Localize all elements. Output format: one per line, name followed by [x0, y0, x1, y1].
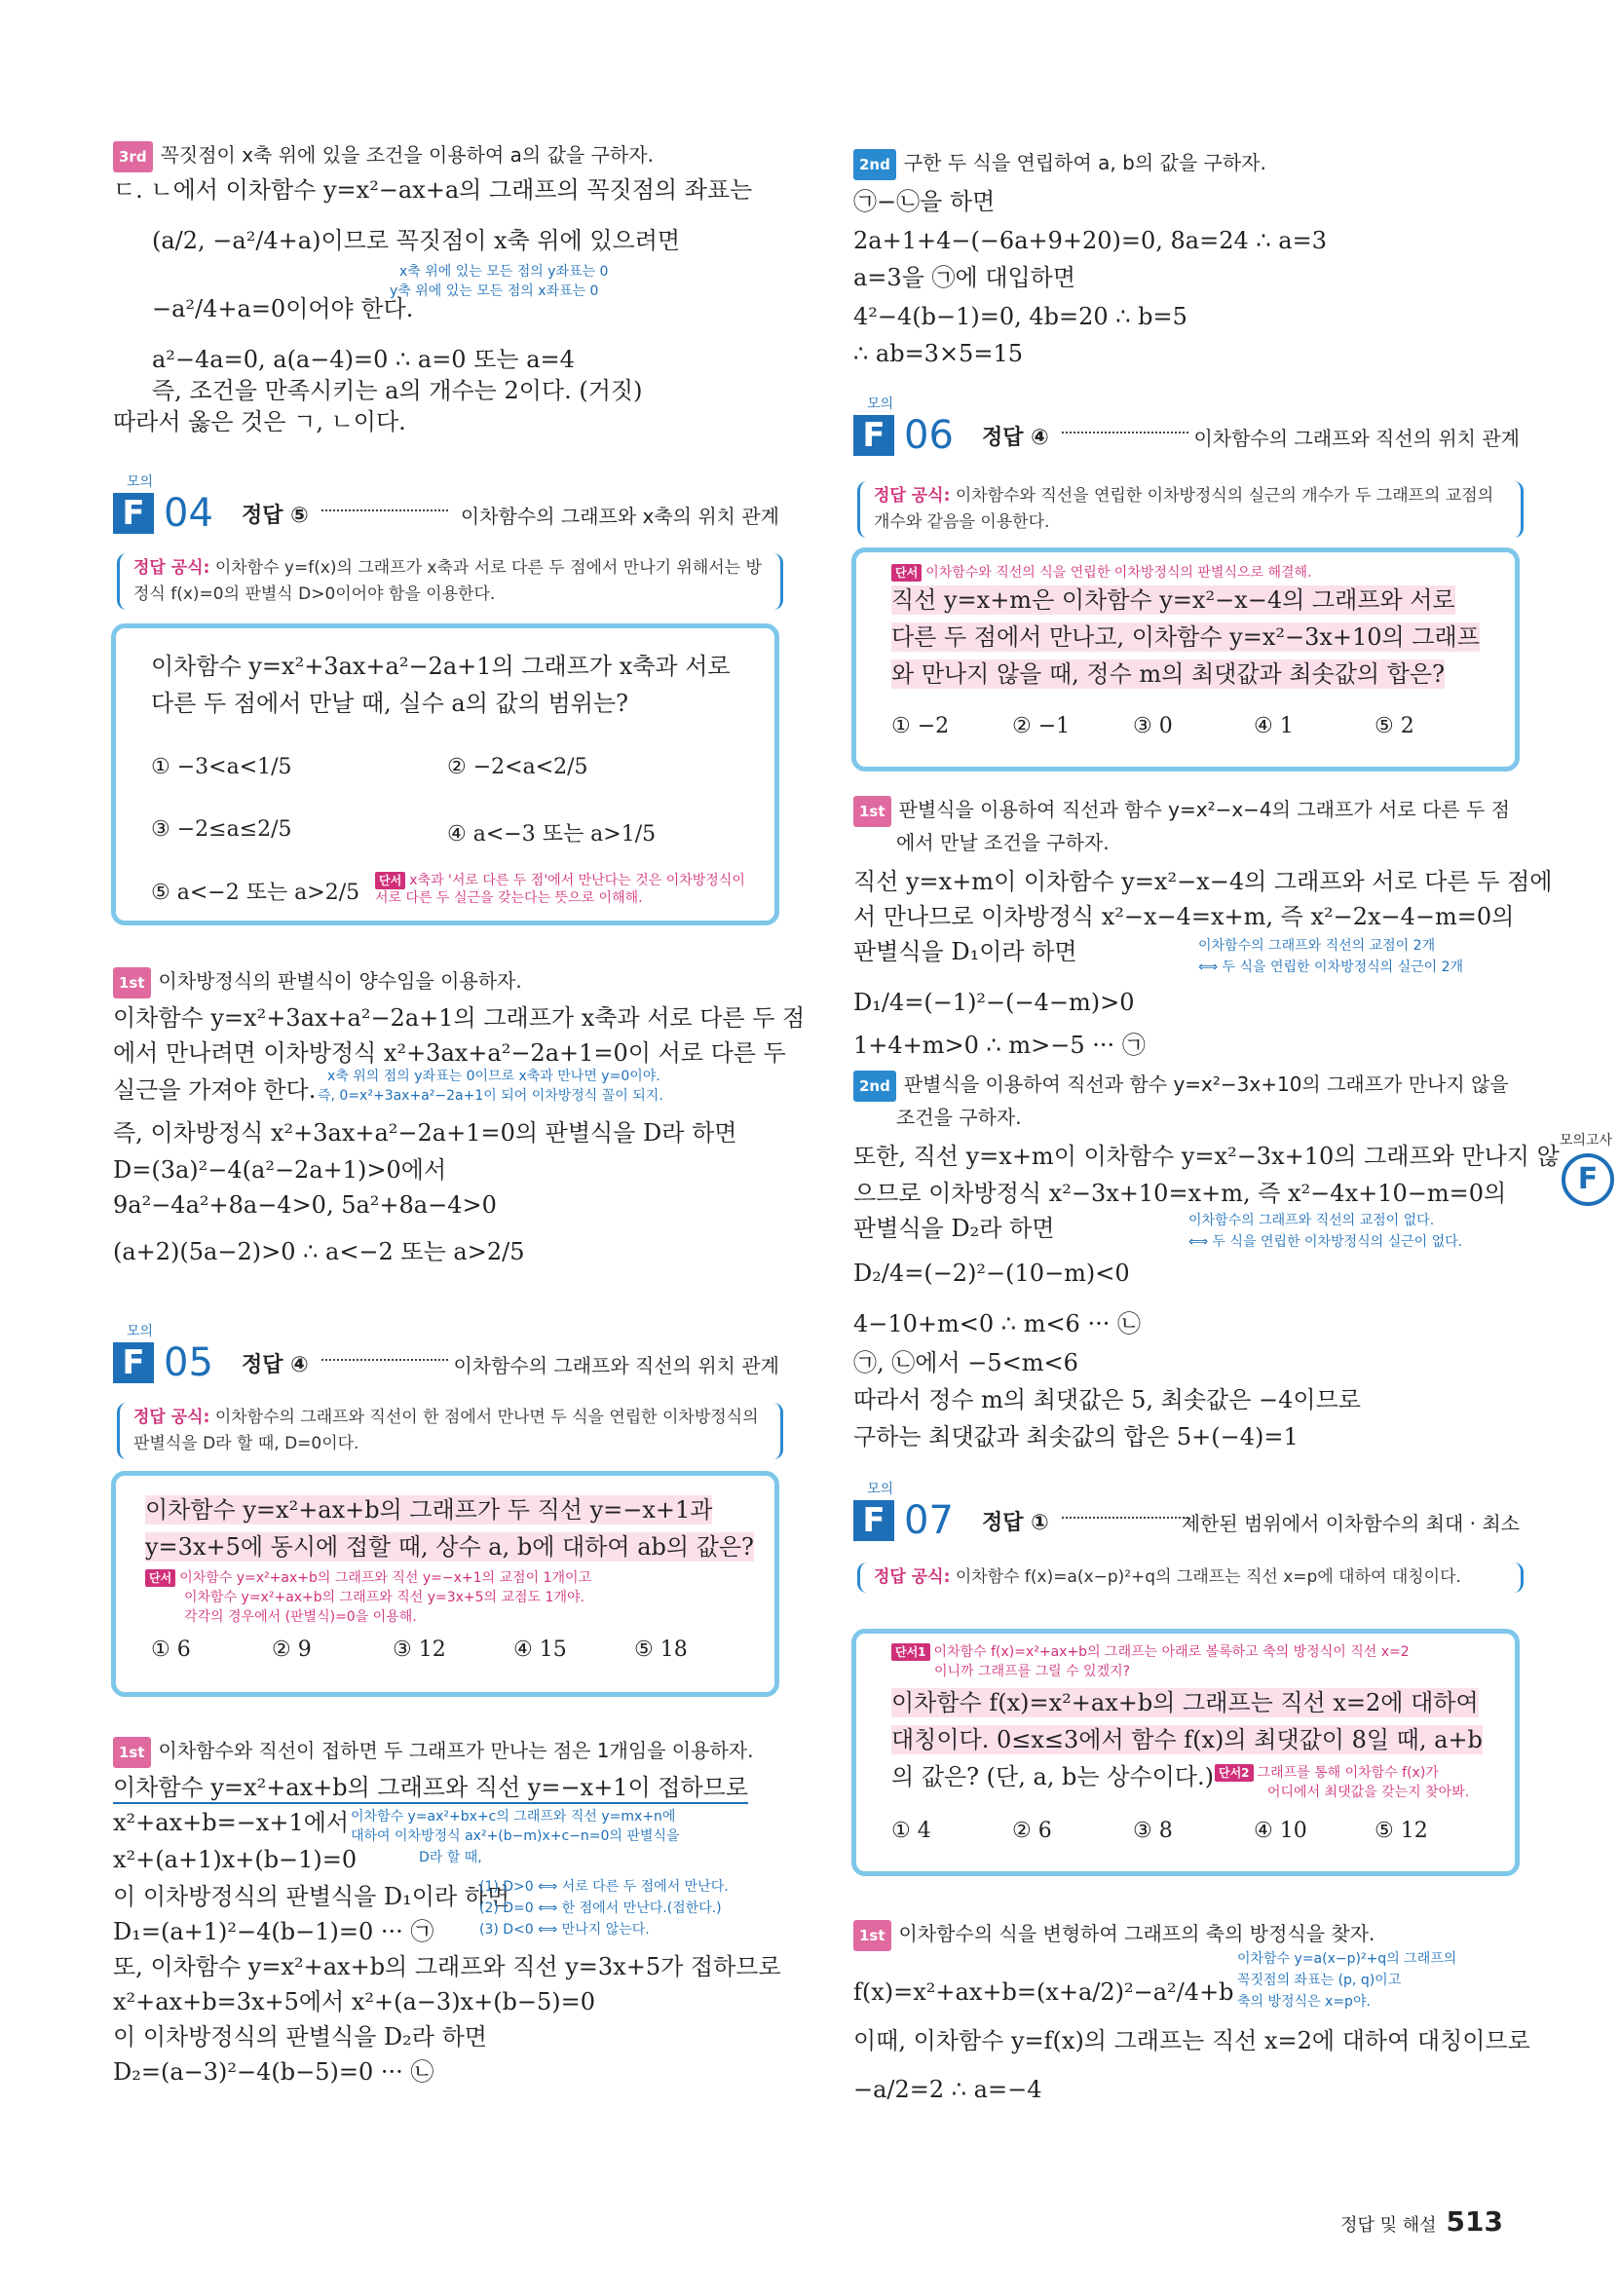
step1-title: 1st 이차함수의 식을 변형하여 그래프의 축의 방정식을 찾자.	[853, 1919, 1375, 1951]
question-line: y=3x+5에 동시에 접할 때, 상수 a, b에 대하여 ab의 값은?	[145, 1533, 754, 1561]
note: 이차함수의 그래프와 직선의 교점이 없다.	[1188, 1213, 1435, 1228]
text-line: 4²−4(b−1)=0, 4b=20 ∴ b=5	[853, 303, 1187, 330]
choice-3[interactable]: ③ 12	[393, 1637, 446, 1662]
text-line: 2a+1+4−(−6a+9+20)=0, 8a=24 ∴ a=3	[853, 227, 1327, 254]
text-line: 직선 y=x+m이 이차함수 y=x²−x−4의 그래프와 서로 다른 두 점에	[853, 868, 1553, 895]
text-line: ㄷ. ㄴ에서 이차함수 y=x²−ax+a의 그래프의 꼭짓점의 좌표는	[113, 176, 753, 204]
text-line: 판별식을 D₂라 하면	[853, 1215, 1055, 1242]
note: 이차함수 y=a(x−p)²+q의 그래프의	[1237, 1951, 1457, 1967]
problem-05-header: 모의 F 05 정답 ④ 이차함수의 그래프와 직선의 위치 관계	[113, 1342, 779, 1387]
choice-5[interactable]: ⑤ a<−2 또는 a>2/5	[151, 881, 360, 905]
text-line: D₂/4=(−2)²−(10−m)<0	[853, 1260, 1130, 1287]
note: ⟺ 두 식을 연립한 이차방정식의 실근이 2개	[1198, 960, 1464, 975]
formula-box: 정답 공식: 이차함수 y=f(x)의 그래프가 x축과 서로 다른 두 점에서 만나기 위해서는 방정식 f(x)=0의 판별식 D>0이어야 함을 이용한다.	[117, 553, 783, 610]
hint-note: 이차함수 y=x²+ax+b의 그래프와 직선 y=3x+5의 교점도 1개야.	[184, 1590, 584, 1605]
question-line: 다른 두 점에서 만날 때, 실수 a의 값의 범위는?	[151, 690, 628, 717]
choice-5[interactable]: ⑤ 18	[634, 1637, 688, 1662]
question-line: 의 값은? (단, a, b는 상수이다.)	[891, 1763, 1214, 1790]
text-line: f(x)=x²+ax+b=(x+a/2)²−a²/4+b	[853, 1978, 1234, 2006]
hint-note: 단서 이차함수와 직선의 식을 연립한 이차방정식의 판별식으로 해결해.	[891, 564, 1312, 582]
text-line: 즉, 조건을 만족시키는 a의 개수는 2이다. (거짓)	[152, 377, 643, 404]
text-line: −a²/4+a=0이어야 한다.	[152, 295, 414, 322]
text-line: 이 이차방정식의 판별식을 D₁이라 하면	[113, 1883, 510, 1910]
step-title-cont: 조건을 구하자.	[896, 1106, 1022, 1129]
question-line: 대칭이다. 0≤x≤3에서 함수 f(x)의 최댓값이 8일 때, a+b	[891, 1726, 1483, 1753]
note: 꼭짓점의 좌표는 (p, q)이고	[1237, 1973, 1402, 1988]
sidebar-f-badge: F	[1562, 1153, 1614, 1206]
note: (3) D<0 ⟺ 만나지 않는다.	[479, 1922, 650, 1938]
choice-2[interactable]: ② −1	[1012, 714, 1071, 738]
step1-title: 1st 판별식을 이용하여 직선과 함수 y=x²−x−4의 그래프가 서로 다른 두 점	[853, 795, 1510, 827]
note: x축 위의 점의 y좌표는 0이므로 x축과 만나면 y=0이야.	[327, 1069, 660, 1084]
text-line: 으므로 이차방정식 x²−3x+10=x+m, 즉 x²−4x+10−m=0의	[853, 1180, 1507, 1207]
choice-1[interactable]: ① 4	[891, 1819, 931, 1843]
formula-box: 정답 공식: 이차함수의 그래프와 직선이 한 점에서 만나면 두 식을 연립한 이차방정식의 판별식을 D라 할 때, D=0이다.	[117, 1403, 783, 1459]
hint-note: 단서2 그래프를 통해 이차함수 f(x)가	[1215, 1764, 1439, 1782]
text-line: 이차함수 y=x²+3ax+a²−2a+1의 그래프가 x축과 서로 다른 두 점	[113, 1004, 806, 1032]
formula-box: 정답 공식: 이차함수 f(x)=a(x−p)²+q의 그래프는 직선 x=p에 대하여 대칭이다.	[857, 1562, 1524, 1593]
choice-5[interactable]: ⑤ 2	[1375, 714, 1414, 738]
text-line: 즉, 이차방정식 x²+3ax+a²−2a+1=0의 판별식을 D라 하면	[113, 1119, 737, 1147]
answer-label: 정답 ⑤	[242, 504, 309, 528]
choice-4[interactable]: ④ 15	[513, 1637, 567, 1662]
text-line: (a+2)(5a−2)>0 ∴ a<−2 또는 a>2/5	[113, 1238, 525, 1265]
text-line: 에서 만나려면 이차방정식 x²+3ax+a²−2a+1=0이 서로 다른 두	[113, 1039, 786, 1067]
text-line: 1+4+m>0 ∴ m>−5 ··· ㉠	[853, 1032, 1146, 1059]
note: y축 위에 있는 모든 점의 x좌표는 0	[390, 283, 599, 299]
text-line: 이 이차방정식의 판별식을 D₂라 하면	[113, 2023, 487, 2051]
hint-note: 이니까 그래프를 그릴 수 있겠지?	[934, 1664, 1131, 1679]
choice-3[interactable]: ③ −2≤a≤2/5	[151, 817, 292, 842]
hint-note: 단서 x축과 '서로 다른 두 점'에서 만난다는 것은 이차방정식이 서로 다른 두 실근을 갖는다는 뜻으로 이해해.	[375, 873, 745, 906]
text-line: D₁=(a+1)²−4(b−1)=0 ··· ㉠	[113, 1918, 434, 1945]
choice-1[interactable]: ① −3<a<1/5	[151, 755, 292, 779]
sidebar-label: 모의고사	[1559, 1133, 1612, 1148]
footer-label: 정답 및 해설	[1340, 2215, 1437, 2236]
note: 축의 방정식은 x=p야.	[1237, 1994, 1371, 2010]
note: x축 위에 있는 모든 점의 y좌표는 0	[399, 264, 609, 280]
problem-04-box	[111, 623, 779, 925]
question-line: 이차함수 y=x²+ax+b의 그래프가 두 직선 y=−x+1과	[145, 1496, 713, 1524]
text-line: 이때, 이차함수 y=f(x)의 그래프는 직선 x=2에 대하여 대칭이므로	[853, 2027, 1530, 2054]
problem-05-box	[111, 1471, 779, 1697]
question-line: 이차함수 y=x²+3ax+a²−2a+1의 그래프가 x축과 서로	[151, 653, 731, 680]
note: (2) D=0 ⟺ 한 점에서 만난다.(접한다.)	[479, 1901, 722, 1916]
question-line: 이차함수 f(x)=x²+ax+b의 그래프는 직선 x=2에 대하여	[891, 1689, 1479, 1716]
text-line: 이차함수 y=x²+ax+b의 그래프와 직선 y=−x+1이 접하므로	[113, 1773, 748, 1804]
hint-note: 각각의 경우에서 (판별식)=0을 이용해.	[184, 1609, 417, 1625]
f-badge: F	[113, 493, 154, 534]
text-line: 4−10+m<0 ∴ m<6 ··· ㉡	[853, 1310, 1141, 1337]
note: 이차함수 y=ax²+bx+c의 그래프와 직선 y=mx+n에	[351, 1809, 676, 1825]
page-footer	[1340, 2205, 1503, 2238]
text-line: 서 만나므로 이차방정식 x²−x−4=x+m, 즉 x²−2x−4−m=0의	[853, 903, 1515, 930]
step1-title: 1st 이차함수와 직선이 접하면 두 그래프가 만나는 점은 1개임을 이용하자.	[113, 1736, 753, 1768]
text-line: 판별식을 D₁이라 하면	[853, 938, 1077, 965]
choice-4[interactable]: ④ a<−3 또는 a>1/5	[447, 822, 657, 847]
text-line: 9a²−4a²+8a−4>0, 5a²+8a−4>0	[113, 1191, 497, 1219]
note: 즉, 0=x²+3ax+a²−2a+1이 되어 이차방정식 꼴이 되지.	[318, 1088, 663, 1104]
problem-04-header: 모의 F 04 정답 ⑤ 이차함수의 그래프와 x축의 위치 관계	[113, 493, 779, 538]
text-line: D₁/4=(−1)²−(−4−m)>0	[853, 989, 1135, 1016]
formula-box: 정답 공식: 이차함수와 직선을 연립한 이차방정식의 실근의 개수가 두 그래프의 교점의 개수와 같음을 이용한다.	[857, 481, 1524, 538]
text-line: x²+(a+1)x+(b−1)=0	[113, 1846, 358, 1873]
problem-06-header: 모의 F 06 정답 ④ 이차함수의 그래프와 직선의 위치 관계	[853, 415, 1520, 460]
step3-title: 3rd 꼭짓점이 x축 위에 있을 조건을 이용하여 a의 값을 구하자.	[113, 140, 654, 172]
note: (1) D>0 ⟺ 서로 다른 두 점에서 만난다.	[479, 1879, 729, 1895]
step-title-cont: 에서 만날 조건을 구하자.	[896, 831, 1110, 854]
choice-5[interactable]: ⑤ 12	[1375, 1819, 1428, 1843]
text-line: a²−4a=0, a(a−4)=0 ∴ a=0 또는 a=4	[152, 346, 575, 373]
step2-title: 2nd 판별식을 이용하여 직선과 함수 y=x²−3x+10의 그래프가 만나지 않을	[853, 1070, 1509, 1102]
question-line: 다른 두 점에서 만나고, 이차함수 y=x²−3x+10의 그래프	[891, 623, 1480, 651]
choice-3[interactable]: ③ 8	[1133, 1819, 1173, 1843]
step1-title: 1st 이차방정식의 판별식이 양수임을 이용하자.	[113, 966, 522, 998]
text-line: 구하는 최댓값과 최솟값의 합은 5+(−4)=1	[853, 1423, 1299, 1450]
problem-07-header: 모의 F 07 정답 ① 제한된 범위에서 이차함수의 최대 · 최소	[853, 1500, 1520, 1545]
hint-note: 단서 이차함수 y=x²+ax+b의 그래프와 직선 y=−x+1의 교점이 1개이고	[145, 1569, 591, 1587]
text-line: 실근을 가져야 한다.	[113, 1076, 317, 1104]
text-line: 또, 이차함수 y=x²+ax+b의 그래프와 직선 y=3x+5가 접하므로	[113, 1953, 781, 1980]
choice-2[interactable]: ② 6	[1012, 1819, 1052, 1843]
hint-note: 어디에서 최댓값을 갖는지 찾아봐.	[1267, 1785, 1470, 1800]
step-tag: 3rd	[113, 141, 153, 172]
choice-2[interactable]: ② −2<a<2/5	[447, 755, 588, 779]
question-line: 와 만나지 않을 때, 정수 m의 최댓값과 최솟값의 합은?	[891, 660, 1445, 688]
text-line: (a/2, −a²/4+a)이므로 꼭짓점이 x축 위에 있으려면	[152, 227, 681, 254]
choice-1[interactable]: ① −2	[891, 714, 950, 738]
problem-number: 04	[164, 491, 213, 536]
problem-07-box	[851, 1629, 1520, 1876]
question-line: 직선 y=x+m은 이차함수 y=x²−x−4의 그래프와 서로	[891, 586, 1455, 614]
choice-2[interactable]: ② 9	[272, 1637, 312, 1662]
note: 대하여 이차방정식 ax²+(b−m)x+c−n=0의 판별식을	[351, 1828, 680, 1844]
text-line: D=(3a)²−4(a²−2a+1)>0에서	[113, 1156, 447, 1184]
choice-1[interactable]: ① 6	[151, 1637, 191, 1662]
note: 이차함수의 그래프와 직선의 교점이 2개	[1198, 938, 1436, 954]
text-line: 따라서 옳은 것은 ㄱ, ㄴ이다.	[113, 408, 406, 435]
text-line: a=3을 ㉠에 대입하면	[853, 264, 1076, 291]
choice-4[interactable]: ④ 10	[1254, 1819, 1307, 1843]
text-line: ㉠−㉡을 하면	[853, 188, 996, 215]
text-line: ∴ ab=3×5=15	[853, 340, 1023, 367]
text-line: 따라서 정수 m의 최댓값은 5, 최솟값은 −4이므로	[853, 1386, 1361, 1413]
text-line: x²+ax+b=3x+5에서 x²+(a−3)x+(b−5)=0	[113, 1988, 596, 2015]
step2-title: 2nd 구한 두 식을 연립하여 a, b의 값을 구하자.	[853, 148, 1266, 180]
choice-3[interactable]: ③ 0	[1133, 714, 1173, 738]
text-line: 또한, 직선 y=x+m이 이차함수 y=x²−3x+10의 그래프와 만나지 않	[853, 1143, 1560, 1170]
problem-06-box	[851, 547, 1520, 772]
text-line: ㉠, ㉡에서 −5<m<6	[853, 1349, 1078, 1376]
text-line: x²+ax+b=−x+1에서	[113, 1809, 350, 1836]
topic: 이차함수의 그래프와 x축의 위치 관계	[460, 505, 779, 528]
text-line: D₂=(a−3)²−4(b−5)=0 ··· ㉡	[113, 2058, 434, 2086]
text-line: −a/2=2 ∴ a=−4	[853, 2076, 1042, 2103]
page-number: 513	[1446, 2205, 1503, 2238]
note: ⟺ 두 식을 연립한 이차방정식의 실근이 없다.	[1188, 1234, 1463, 1250]
hint-note: 단서1 이차함수 f(x)=x²+ax+b의 그래프는 아래로 볼록하고 축의 방정식이 직선 x=2	[891, 1643, 1410, 1661]
note: D라 할 때,	[419, 1850, 482, 1865]
choice-4[interactable]: ④ 1	[1254, 714, 1294, 738]
